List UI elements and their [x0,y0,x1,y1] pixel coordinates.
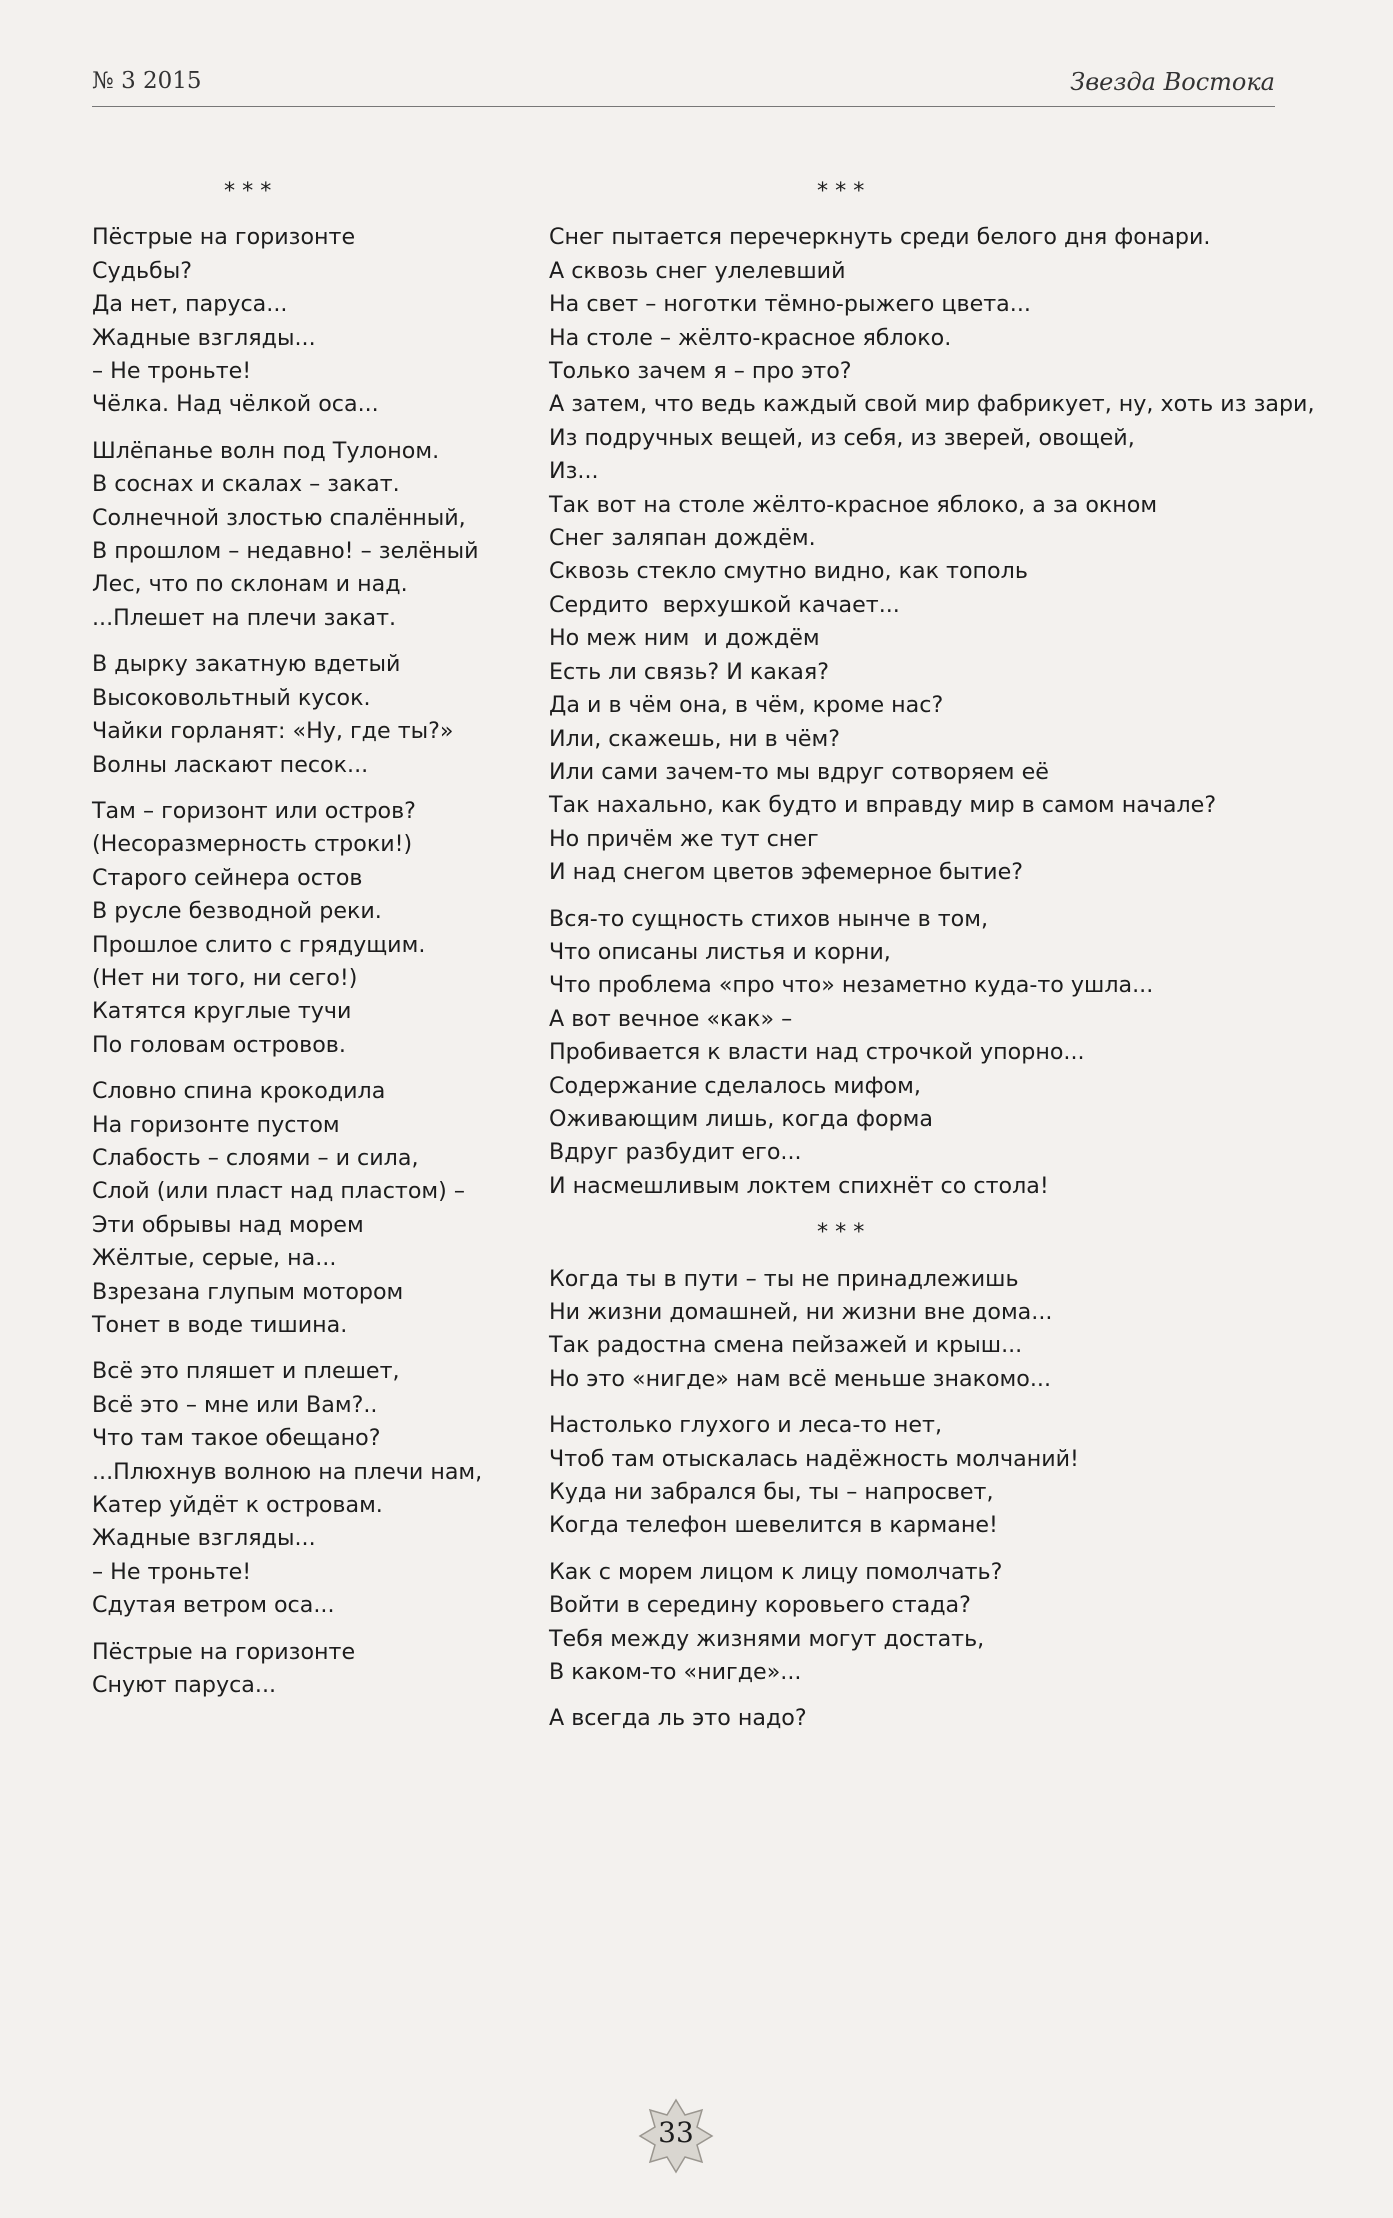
poem-line: Снуют паруса... [92,1672,277,1699]
stanza-gap [92,782,482,795]
poem-line: Вся-то сущность стихов нынче в том, [549,905,989,932]
poem-line: Лес, что по склонам и над. [92,571,408,598]
poem-line: Что проблема «про что» незаметно куда-то ушла... [549,972,1154,999]
poem-line: Там – горизонт или остров? [92,797,416,824]
poem-line: Да нет, паруса... [92,291,288,318]
poem-line: Как с морем лицом к лицу помолчать? [549,1558,1003,1585]
page-header [92,68,1275,108]
stanza-gap [92,208,482,221]
poem-line: Шлёпанье волн под Тулоном. [92,437,440,464]
poem-line: Эти обрывы над морем [92,1211,364,1238]
poem-line: Но это «нигде» нам всё меньше знакомо... [549,1365,1052,1392]
stanza-gap [92,1623,482,1636]
poem-line: Жёлтые, серые, на... [92,1245,337,1272]
poem-line: Настолько глухого и леса-то нет, [549,1412,943,1439]
stanza-gap [549,1689,1315,1702]
page-number: 33 [658,2116,694,2149]
poem-line: На горизонте пустом [92,1111,340,1138]
poem-line: И над снегом цветов эфемерное бытие? [549,859,1024,886]
poem-line: Куда ни забрался бы, ты – напросвет, [549,1479,994,1506]
poem-line: А сквозь снег улелевший [549,257,846,284]
poem-line: Из подручных вещей, из себя, из зверей, овощей, [549,424,1135,451]
poem-line: Сдутая ветром оса... [92,1592,335,1619]
poem-line: Пробивается к власти над строчкой упорно... [549,1039,1085,1066]
poem-line: Жадные взгляды... [92,324,316,351]
poem-line: Старого сейнера остов [92,864,363,891]
stanza-gap [549,1250,1315,1263]
poem-line: Чтоб там отыскалась надёжность молчаний! [549,1445,1079,1472]
poem-line: Когда ты в пути – ты не принадлежишь [549,1265,1019,1292]
poem-line: (Несоразмерность строки!) [92,831,413,858]
poem-line: Так нахально, как будто и вправду мир в самом начале? [549,792,1217,819]
poem-line: На свет – ноготки тёмно-рыжего цвета... [549,291,1031,318]
stanza-gap [92,1342,482,1355]
poem-line: Или сами зачем-то мы вдруг сотворяем её [549,758,1049,785]
section-separator: * * * [817,1219,865,1246]
poem-line: Пёстрые на горизонте [92,224,356,251]
poem-line: – Не троньте! [92,1558,252,1585]
poem-line: Когда телефон шевелится в кармане! [549,1512,998,1539]
poem-line: Но меж ним и дождём [549,625,820,652]
stanza-gap [549,1203,1315,1216]
poem-line: Катятся круглые тучи [92,998,352,1025]
stanza-gap [549,208,1315,221]
poem-line: Что там такое обещано? [92,1425,381,1452]
poem-line: Слой (или пласт над пластом) – [92,1178,465,1205]
poem-line: Слабость – слоями – и сила, [92,1144,419,1171]
poem-line: Солнечной злостью спалённый, [92,504,466,531]
issue-number: № 3 2015 [92,68,202,94]
poem-line: Да и в чём она, в чём, кроме нас? [549,692,944,719]
poem-line: Жадные взгляды... [92,1525,316,1552]
poem-line: Ни жизни домашней, ни жизни вне дома... [549,1299,1053,1325]
poem-line: Всё это – мне или Вам?.. [92,1391,378,1418]
poem-line: В прошлом – недавно! – зелёный [92,538,479,565]
magazine-title: Звезда Востока [1070,68,1275,96]
poem-line: Есть ли связь? И какая? [549,658,830,685]
header-rule [92,106,1275,107]
right-poem-column [549,175,1315,1736]
poem-line: ...Плешет на плечи закат. [92,604,397,631]
section-separator: * * * [817,178,865,204]
poem-line: Чайки горланят: «Ну, где ты?» [92,718,454,745]
poem-line: Взрезана глупым мотором [92,1278,404,1305]
stanza-gap [92,422,482,435]
stanza-gap [549,1396,1315,1409]
poem-line: В дырку закатную вдетый [92,651,401,678]
poem-line: Всё это пляшет и плешет, [92,1358,400,1385]
left-poem-column [92,175,482,1702]
page-number-badge [638,2098,714,2174]
poem-line: Прошлое слито с грядущим. [92,931,426,958]
poem-line: А вот вечное «как» – [549,1005,793,1032]
stanza-gap [549,890,1315,903]
poem-line: Оживающим лишь, когда форма [549,1105,934,1132]
poem-line: Волны ласкают песок... [92,751,369,778]
poem-line: Но причём же тут снег [549,825,819,852]
poem-line: Словно спина крокодила [92,1078,386,1105]
poem-line: Только зачем я – про это? [549,358,852,385]
stanza-gap [92,635,482,648]
poem-line: И насмешливым локтем спихнёт со стола! [549,1172,1049,1199]
poem-line: ...Плюхнув волною на плечи нам, [92,1458,483,1485]
poem-line: Войти в середину коровьего стада? [549,1592,971,1619]
poem-line: Что описаны листья и корни, [549,938,891,965]
poem-line: В русле безводной реки. [92,898,382,925]
poem-line: (Нет ни того, ни сего!) [92,964,358,991]
poem-line: Катер уйдёт к островам. [92,1492,383,1519]
poem-line: А всегда ль это надо? [549,1705,807,1732]
poem-line: Пёстрые на горизонте [92,1638,356,1665]
poem-line: – Не троньте! [92,358,252,385]
poem-line: На столе – жёлто-красное яблоко. [549,324,952,351]
poem-line: Сквозь стекло смутно видно, как тополь [549,558,1028,585]
poem-line: Так радостна смена пейзажей и крыш... [549,1332,1023,1359]
poem-line: По головам островов. [92,1031,346,1058]
poem-line: Чёлка. Над чёлкой оса... [92,391,379,418]
poem-line: В каком-то «нигде»... [549,1659,802,1686]
poem-line: Снег пытается перечеркнуть среди белого дня фонари. [549,224,1211,251]
stanza-gap [92,1062,482,1075]
poem-line: Высоковольтный кусок. [92,684,371,711]
poem-line: Судьбы? [92,257,193,284]
poem-line: В соснах и скалах – закат. [92,471,400,498]
poem-line: Снег заляпан дождём. [549,525,816,552]
poem-line: А затем, что ведь каждый свой мир фабрикует, ну, хоть из зари, [549,391,1315,418]
poem-line: Тонет в воде тишина. [92,1312,348,1338]
poem-line: Из... [549,458,599,485]
stanza-gap [549,1543,1315,1556]
poem-line: Вдруг разбудит его... [549,1139,802,1166]
poem-line: Тебя между жизнями могут достать, [549,1625,985,1652]
poem-line: Так вот на столе жёлто-красное яблоко, а за окном [549,491,1158,518]
poem-line: Содержание сделалось мифом, [549,1072,921,1099]
section-separator: * * * [224,178,272,204]
poem-line: Или, скажешь, ни в чём? [549,725,841,752]
poem-line: Сердито верхушкой качает... [549,591,900,618]
